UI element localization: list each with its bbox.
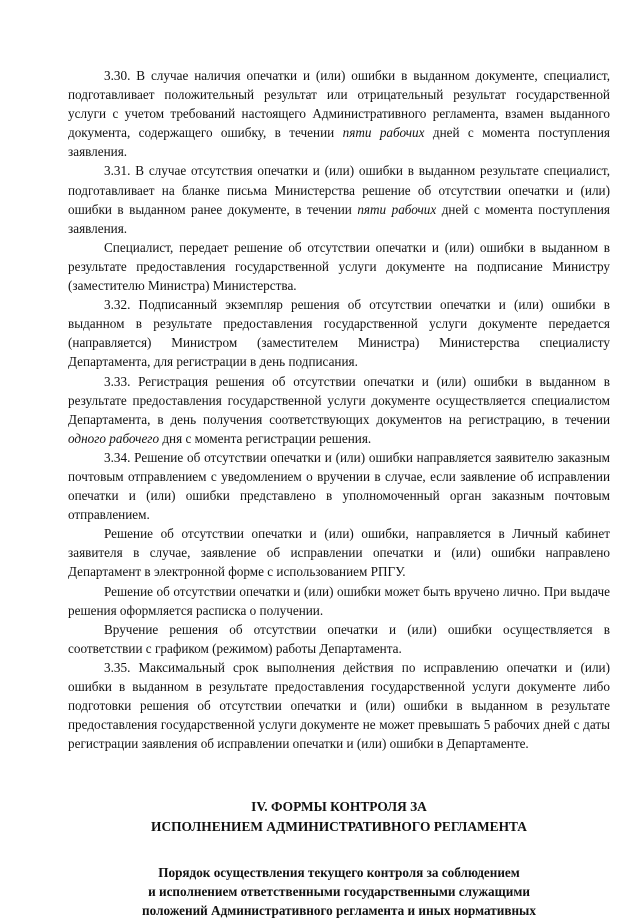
paragraph-3-32: 3.32. Подписанный экземпляр решения об отсутствии опечатки и (или) ошибки в выданном в результате предоставления государственной услуги документе передается (направляется) Министром (заместителем Министра) Министерства специалисту Департамента, для регистрации в день подписания.: [68, 297, 610, 370]
paragraph-3-34: 3.34. Решение об отсутствии опечатки и (или) ошибки направляется заявителю заказным почтовым отправлением с уведомлением о вручении в случае, если заявление об исправлении опечатки и (или) ошибки представлено в уполномоченный орган заказным почтовым отправлением.: [68, 449, 610, 523]
emphasis-deadline: пяти рабочих: [357, 201, 437, 217]
paragraph-specialist: Специалист, передает решение об отсутствии опечатки и (или) ошибки в выданном в результате предоставления государственной услуги документе на подписание Министру (заместителю Министра) Министерства.: [68, 239, 610, 294]
emphasis-deadline: одного рабочего: [68, 430, 160, 446]
subsection-heading: Порядок осуществления текущего контроля за соблюдением и исполнением ответственными государственными служащими положений Административного регламента и иных нормативных: [142, 864, 536, 918]
paragraph-3-30: 3.30. В случае наличия опечатки и (или) ошибки в выданном документе, специалист, подготавливает положительный результат или отрицательный результат государственной услуги с учетом требований настоящего Административного регламента, взамен выданного документа, содержащего ошибку, в течении пяти рабочих дней с момента поступления заявления.: [68, 68, 610, 160]
emphasis-deadline: пяти рабочих: [342, 125, 425, 141]
section-heading: IV. ФОРМЫ КОНТРОЛЯ ЗА ИСПОЛНЕНИЕМ АДМИНИСТРАТИВНОГО РЕГЛАМЕНТА: [151, 799, 527, 834]
paragraph-personal-cabinet: Решение об отсутствии опечатки и (или) ошибки, направляется в Личный кабинет заявителя в случае, заявление об исправлении опечатки и (или) ошибки направлено Департамент в электронной форме с использованием РПГУ.: [68, 526, 610, 580]
paragraph-hand-delivery: Решение об отсутствии опечатки и (или) ошибки может быть вручено лично. При выдаче решения оформляется расписка о получении.: [68, 583, 610, 618]
paragraph-3-31: 3.31. В случае отсутствия опечатки и (или) ошибки в выданном результате специалист, подготавливает на бланке письма Министерства решение об отсутствии опечатки и (или) ошибки в выданном ранее документе, в течении пяти рабочих дней с момента поступления заявления.: [68, 163, 610, 236]
document-body: [68, 66, 610, 753]
paragraph-3-35: 3.35. Максимальный срок выполнения действия по исправлению опечатки и (или) ошибки в выданном в результате предоставления государственной услуги документе либо подготовки решения об отсутствии опечатки и (или) ошибки в выданном в результате предоставления государственной услуги документе не может превышать 5 рабочих дней с даты регистрации заявления об исправлении опечатки и (или) ошибки в Департаменте.: [68, 659, 610, 752]
paragraph-3-33: 3.33. Регистрация решения об отсутствии опечатки и (или) ошибки в выданном в результате предоставления государственной услуги документе осуществляется специалистом Департамента, в день получения соответствующих документов на регистрацию, в течении одного рабочего дня с момента регистрации решения.: [68, 373, 610, 446]
paragraph-schedule: Вручение решения об отсутствии опечатки и (или) ошибки осуществляется в соответствии с графиком (режимом) работы Департамента.: [68, 621, 610, 656]
